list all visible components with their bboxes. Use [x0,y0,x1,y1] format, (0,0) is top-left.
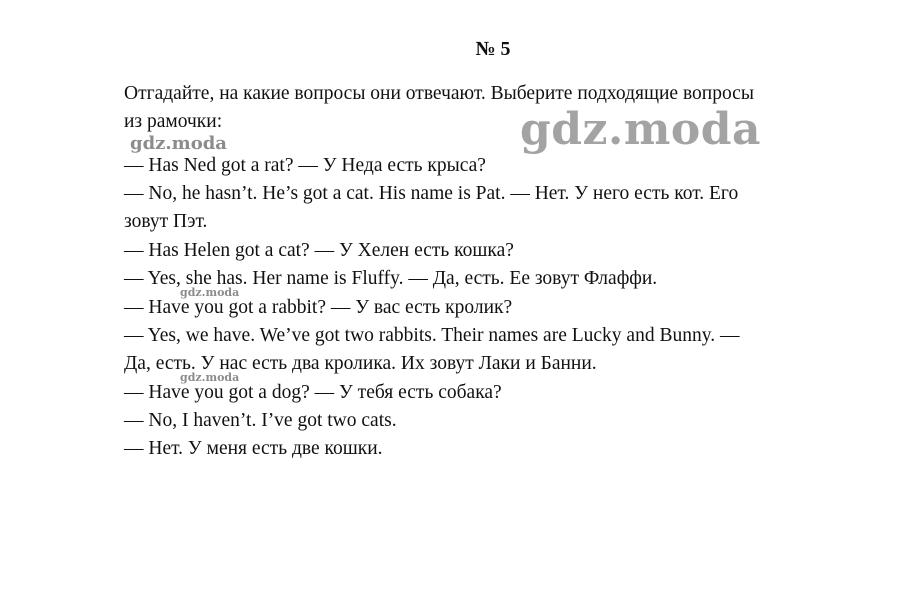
text-line: — Yes, she has. Her name is Fluffy. — Да, есть. Ее зовут Флаффи. [124,268,658,289]
text-line: — Have you got a dog? — У тебя есть собака? [124,382,502,403]
text-line: — Has Helen got a cat? — У Хелен есть кошка? [124,240,514,261]
text-line: — Yes, we have. We’ve got two rabbits. Their names are Lucky and Bunny. — [124,325,740,346]
text-line: зовут Пэт. [124,211,208,232]
text-line: Да, есть. У нас есть два кролика. Их зовут Лаки и Банни. [124,353,597,374]
text-line: — Have you got a rabbit? — У вас есть кролик? [124,297,513,318]
text-line: — No, I haven’t. I’ve got two cats. [124,410,397,431]
text-line: из рамочки: [124,111,223,132]
watermark-large: gdz.moda [520,104,762,155]
watermark-small: gdz.moda [130,133,227,154]
exercise-number: № 5 [475,38,511,60]
text-line: Отгадайте, на какие вопросы они отвечают. Выберите подходящие вопросы [124,83,754,104]
text-line: — Нет. У меня есть две кошки. [124,438,383,459]
text-line: — Has Ned got a rat? — У Неда есть крыса? [124,155,486,176]
text-line: — No, he hasn’t. He’s got a cat. His name is Pat. — Нет. У него есть кот. Его [124,183,739,204]
watermark-small: gdz.moda [180,371,240,384]
watermark-small: gdz.moda [180,286,240,299]
